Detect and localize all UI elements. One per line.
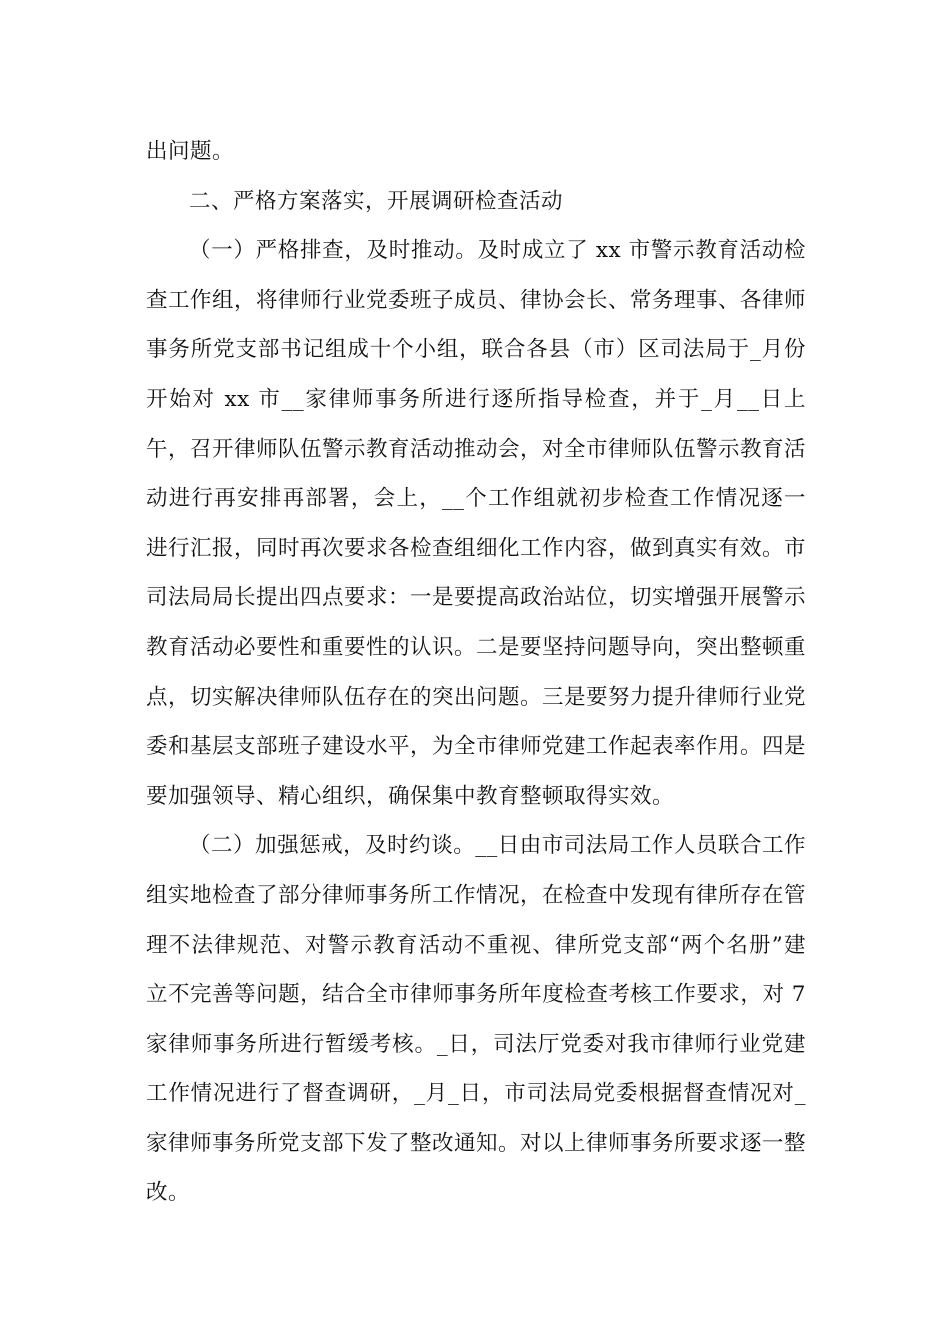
paragraph-inspection: （一）严格排查，及时推动。及时成立了 xx 市警示教育活动检查工作组，将律师行业党委班子成员、律协会长、常务理事、各律师事务所党支部书记组成十个小组，联合各县（市）区司法局于_月份开始对 xx 市__家律师事务所进行逐所指导检查，并于_月__日上午，召开律师队伍警示教育活动推动会，对全市律师队伍警示教育活动进行再安排再部署，会上，__个工作组就初步检查工作情况逐一进行汇报，同时再次要求各检查组细化工作内容，做到真实有效。市司法局局长提出四点要求：一是要提高政治站位，切实增强开展警示教育活动必要性和重要性的认识。二是要坚持问题导向，突出整顿重点，切实解决律师队伍存在的突出问题。三是要努力提升律师行业党委和基层支部班子建设水平，为全市律师党建工作起表率作用。四是要加强领导、精心组织，确保集中教育整顿取得实效。 <box>146 238 807 809</box>
document-body <box>146 127 806 1218</box>
paragraph-discipline: （二）加强惩戒，及时约谈。__日由市司法局工作人员联合工作组实地检查了部分律师事务所工作情况，在检查中发现有律所存在管理不法律规范、对警示教育活动不重视、律所党支部“两个名册”建立不完善等问题，结合全市律师事务所年度检查考核工作要求，对 7 家律师事务所进行暂缓考核。_日，司法厅党委对我市律师行业党建工作情况进行了督查调研，_月_日，市司法局党委根据督查情况对_家律师事务所党支部下发了整改通知。对以上律师事务所要求逐一整改。 <box>146 833 807 1206</box>
paragraph-continuation: 出问题。 <box>146 139 235 164</box>
section-heading: 二、严格方案落实，开展调研检查活动 <box>189 188 564 214</box>
